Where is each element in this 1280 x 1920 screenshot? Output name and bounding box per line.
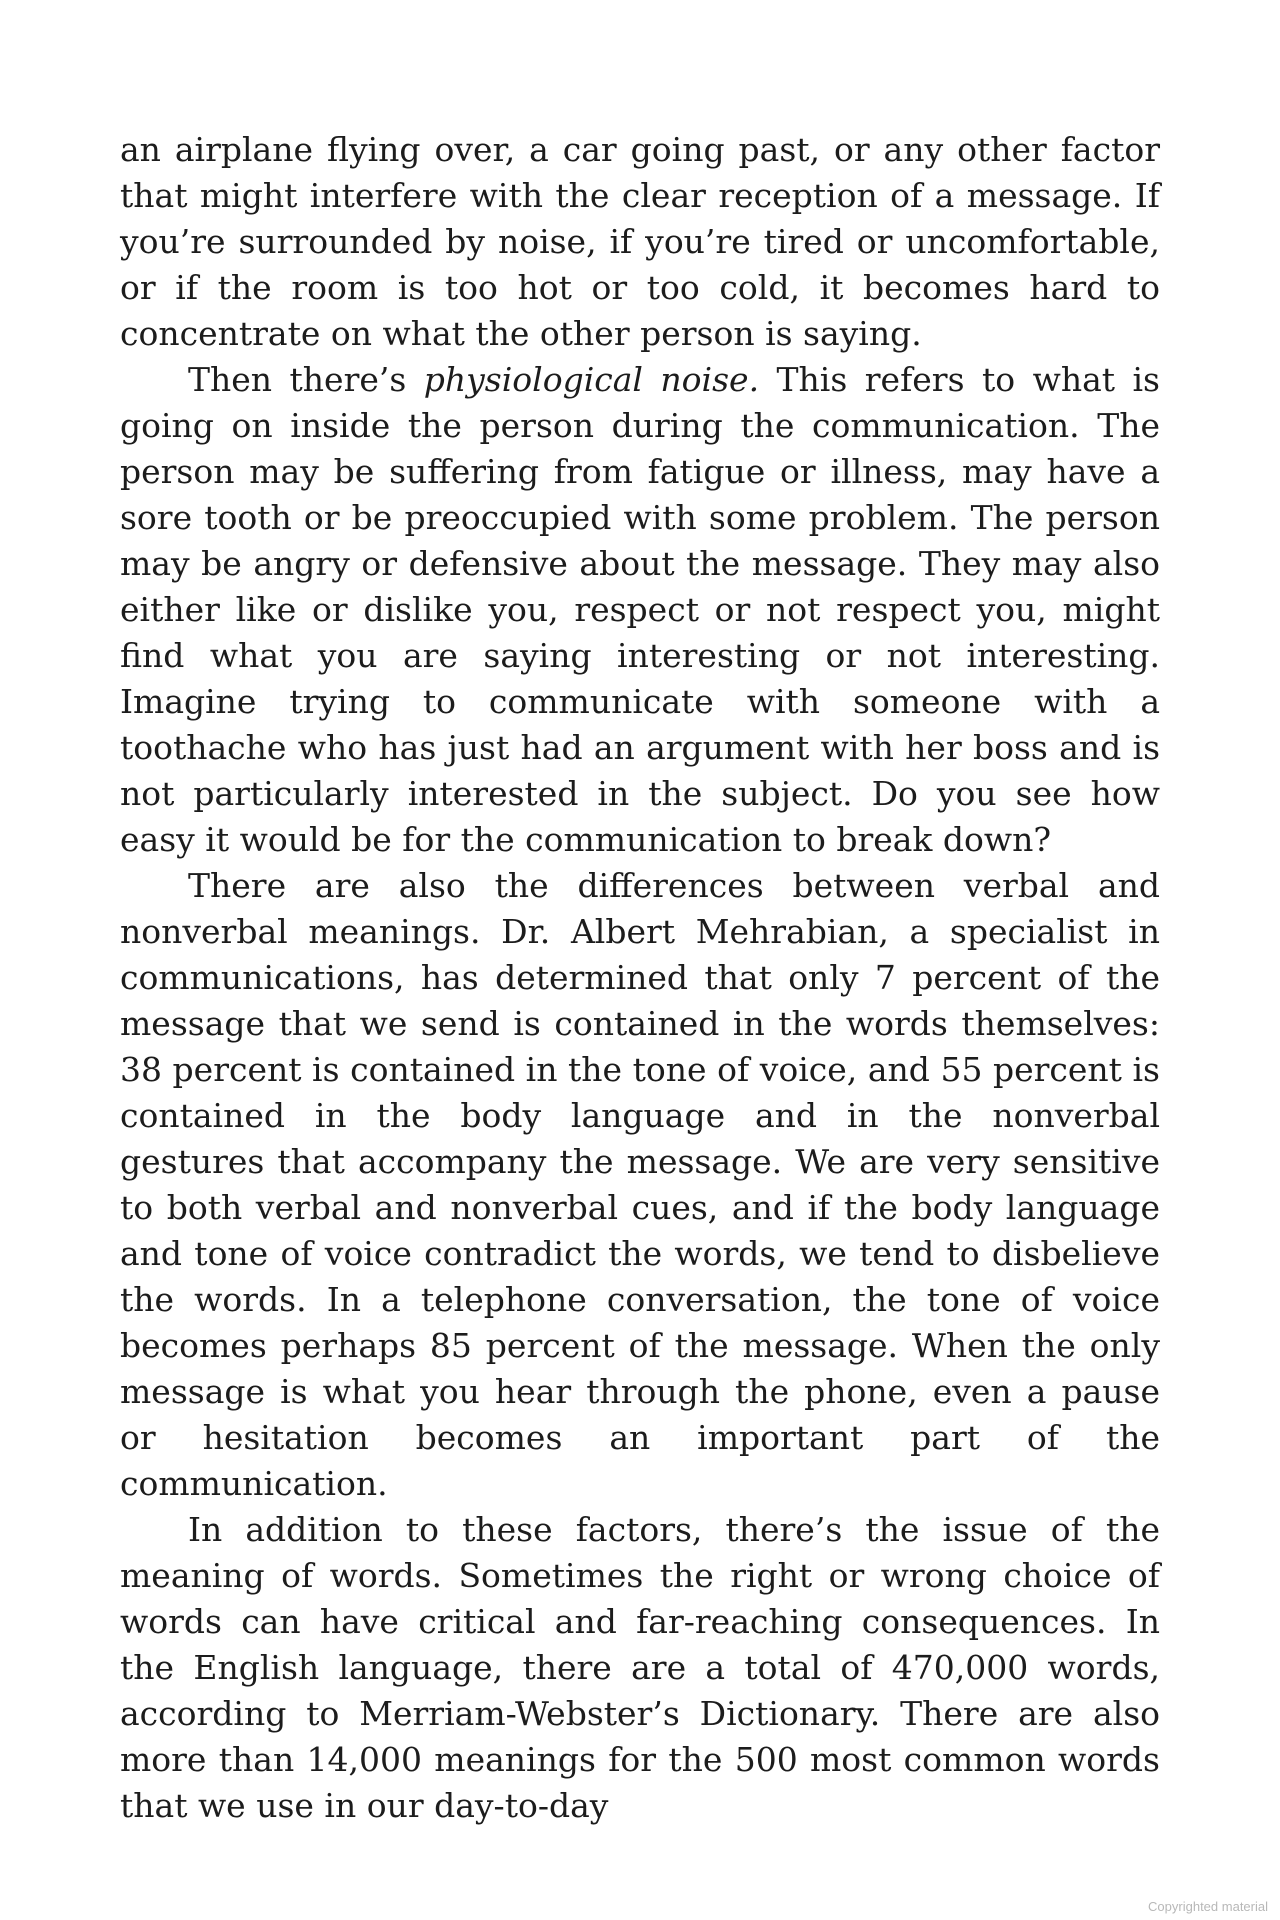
paragraph-2-rest: This refers to what is going on inside the person during the communication. The person may be suffering from fatigue or illness, may have a sore tooth or be preoccupied with some problem. The person may be angry or defensive about the message. They may also either like or dislike you, respect or not respect you, might find what you are saying interesting or not interesting. Imagine trying to communicate with someone with a toothache who has just had an argument with her boss and is not particularly interested in the subject. Do you see how easy it would be for the communication to break down? bbox=[120, 360, 1160, 859]
paragraph-2 bbox=[120, 357, 1160, 863]
copyright-watermark: Copyrighted material bbox=[1148, 1899, 1268, 1914]
paragraph-1: an airplane flying over, a car going past, or any other factor that might interfere with the clear reception of a message. If you’re surrounded by noise, if you’re tired or uncomfortable, or if the room is too hot or too cold, it becomes hard to concentrate on what the other person is saying. bbox=[120, 130, 1160, 353]
page-body bbox=[120, 127, 1160, 1829]
paragraph-4: In addition to these factors, there’s the issue of the meaning of words. Sometimes the right or wrong choice of words can have critical and far-reaching consequences. In the English language, there are a total of 470,000 words, according to Merriam-Webster’s Dictionary. There are also more than 14,000 meanings for the 500 most common words that we use in our day-to-day bbox=[120, 1510, 1160, 1825]
paragraph-3: There are also the differences between verbal and nonverbal meanings. Dr. Albert Mehrabian, a specialist in communications, has determined that only 7 percent of the message that we send is contained in the words themselves: 38 percent is contained in the tone of voice, and 55 percent is contained in the body language and in the nonverbal gestures that accompany the message. We are very sensitive to both verbal and nonverbal cues, and if the body language and tone of voice contradict the words, we tend to disbelieve the words. In a telephone conversation, the tone of voice becomes perhaps 85 percent of the message. When the only message is what you hear through the phone, even a pause or hesitation becomes an important part of the communication. bbox=[120, 866, 1160, 1503]
paragraph-2-emphasis: physiological noise. bbox=[423, 360, 760, 399]
paragraph-2-start: Then there’s bbox=[188, 360, 424, 399]
